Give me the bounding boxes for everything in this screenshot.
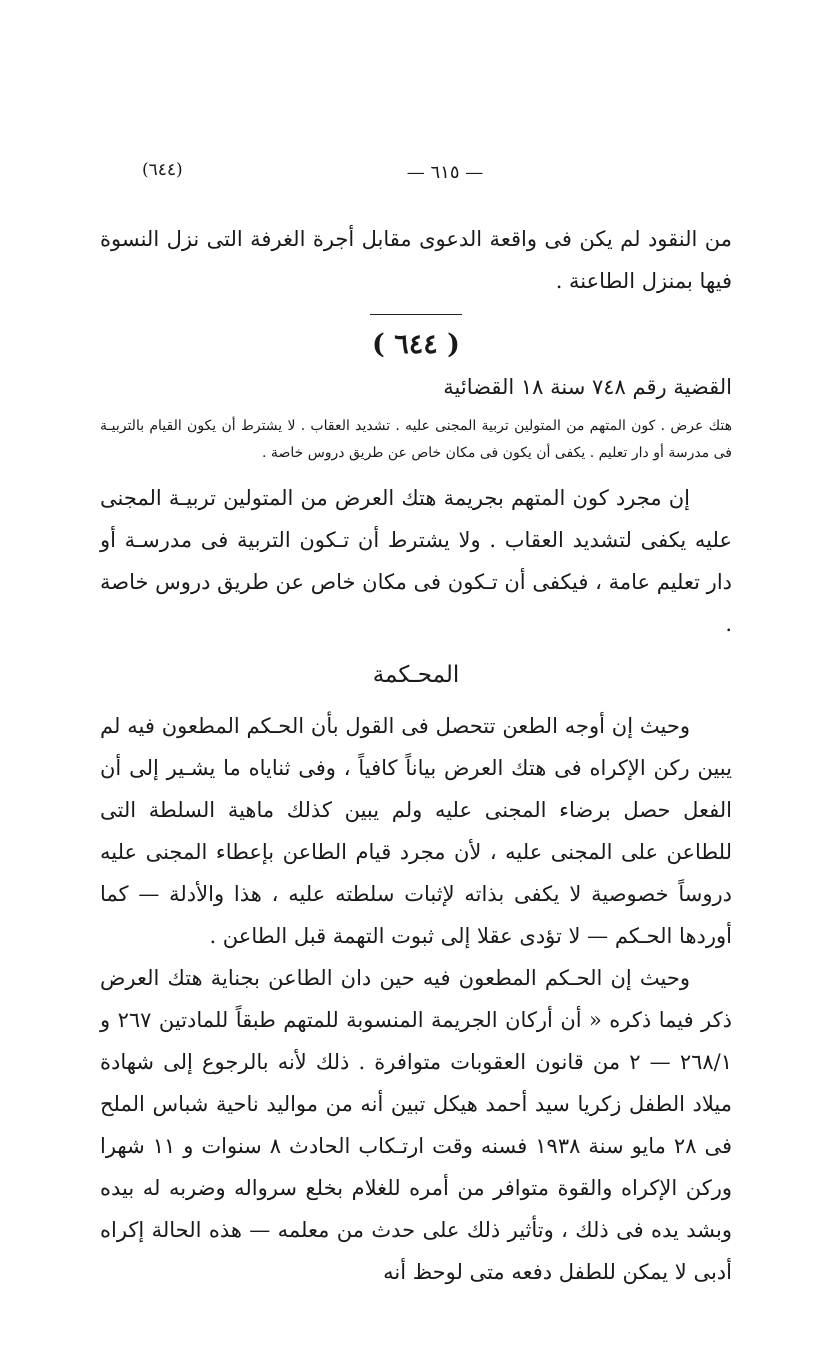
page-number: — ٦١٥ — — [406, 162, 484, 183]
court-heading: المحـكمة — [372, 662, 460, 688]
court-paragraph: وحيث إن أوجه الطعن تتحصل فى القول بأن الحـكم المطعون فيه لم يبين ركن الإكراه فى هتك العرض بياناً كافياً ، وفى ثناياه ما يشـير إلى أن الفعل حصل برضاء المجنى عليه ولم يبين كذلك ماهية السلطة التى للطاعن على المجنى عليه ، لأن مجرد قيام الطاعن بإعطاء المجنى عليه دروساً خصوصية لا يكفى بذاته لإثبات سلطته عليه ، هذا والأدلة — كما أوردها الحـكم — لا تؤدى عقلا إلى ثبوت التهمة قبل الطاعن . — [100, 714, 732, 948]
page-content — [100, 218, 732, 1293]
continuation-paragraph: من النقود لم يكن فى واقعة الدعوى مقابل أجرة الغرفة التى نزل النسوة فيها بمنزل الطاعنة . — [100, 227, 732, 293]
court-paragraph: وحيث إن الحـكم المطعون فيه حين دان الطاعن بجناية هتك العرض ذكر فيما ذكره « أن أركان الجريمة المنسوبة للمتهم طبقاً للمادتين ٢٦٧ و ٢٦٨/١ — ٢ من قانون العقوبات متوافرة . ذلك لأنه بالرجوع إلى شهادة ميلاد الطفل زكريا سيد أحمد هيكل تبين أنه من مواليد ناحية شباس الملح فى ٢٨ مايو سنة ١٩٣٨ فسنه وقت ارتـكاب الحادث ٨ سنوات و ١١ شهرا وركن الإكراه والقوة متوافر من أمره للغلام بخلع سرواله وضربه له بيده وبشد يده فى ذلك ، وتأثير ذلك على حدث من معلمه — هذه الحالة إكراه أدبى لا يمكن للطفل دفعه متى لوحظ أنه — [100, 966, 733, 1284]
case-summary: هتك عرض . كون المتهم من المتولين تربية المجنى عليه . تشديد العقاب . لا يشترط أن يكون القيام بالتربيـة فى مدرسة أو دار تعليم . يكفى أن يكون فى مكان خاص عن طريق دروس خاصة . — [100, 418, 732, 461]
case-number: ( ٦٤٤ ) — [372, 329, 460, 360]
case-reference: (٦٤٤) — [142, 160, 183, 180]
case-title: القضية رقم ٧٤٨ سنة ١٨ القضائية — [443, 375, 732, 399]
legal-principle: إن مجرد كون المتهم بجريمة هتك العرض من المتولين تربيـة المجنى عليه يكفى لتشديد العقاب . ولا يشترط أن تـكون التربية فى مدرسـة أو دار تعليم عامة ، فيكفى أن تـكون فى مكان خاص عن طريق دروس خاصة . — [100, 486, 732, 636]
section-divider — [370, 314, 462, 315]
